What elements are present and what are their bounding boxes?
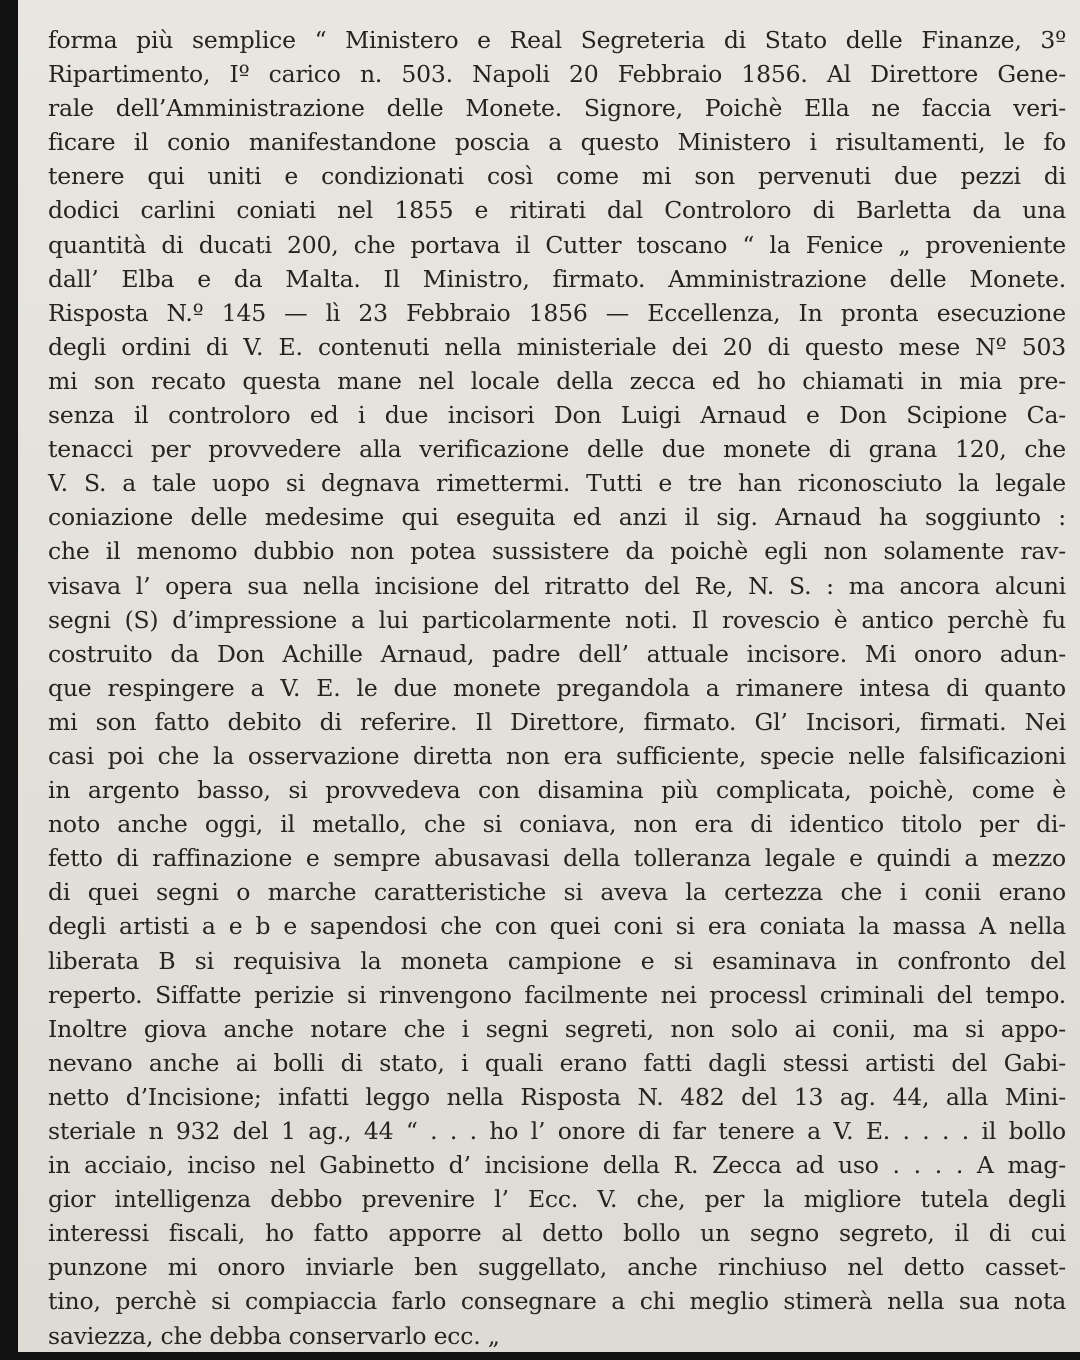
text-line: steriale n 932 del 1 ag., 44 “ . . . ho l’ onore di far tenere a V. E. . . . . il bollo (48, 1117, 1066, 1145)
text-line: forma più semplice “ Ministero e Real Segreteria di Stato delle Finanze, 3º (48, 26, 1066, 54)
text-line: mi son recato questa mane nel locale della zecca ed ho chiamati in mia pre- (48, 366, 1066, 395)
text-line: liberata B si requisiva la moneta campione e si esaminava in confronto del (48, 946, 1066, 975)
page-text (48, 23, 1066, 1352)
text-line: costruito da Don Achille Arnaud, padre dell’ attuale incisore. Mi onoro adun- (48, 639, 1066, 668)
text-line: tenacci per provvedere alla verificazione delle due monete di grana 120, che (48, 435, 1066, 464)
text-line: coniazione delle medesime qui eseguita ed anzi il sig. Arnaud ha soggiunto : (48, 503, 1066, 532)
text-line: rale dell’Amministrazione delle Monete. Signore, Poichè Ella ne faccia veri- (48, 94, 1066, 123)
text-line: quantità di ducati 200, che portava il Cutter toscano “ la Fenice „ proveniente (48, 230, 1066, 259)
text-line: fetto di raffinazione e sempre abusavasi della tolleranza legale e quindi a mezzo (48, 844, 1066, 873)
text-line: di quei segni o marche caratteristiche si aveva la certezza che i conii erano (48, 878, 1066, 907)
text-line: degli artisti a e b e sapendosi che con quei coni si era coniata la massa A nella (48, 912, 1066, 941)
text-line: tenere qui uniti e condizionati così come mi son pervenuti due pezzi di (48, 162, 1066, 191)
text-line: in acciaio, inciso nel Gabinetto d’ incisione della R. Zecca ad uso . . . . A mag- (48, 1151, 1066, 1180)
text-line: visava l’ opera sua nella incisione del ritratto del Re, N. S. : ma ancora alcuni (48, 571, 1066, 600)
text-line: nevano anche ai bolli di stato, i quali erano fatti dagli stessi artisti del Gabi- (48, 1048, 1066, 1077)
text-line: que respingere a V. E. le due monete pregandola a rimanere intesa di quanto (48, 673, 1066, 702)
text-line: mi son fatto debito di referire. Il Direttore, firmato. Gl’ Incisori, firmati. Nei (48, 707, 1066, 736)
text-line: punzone mi onoro inviarle ben suggellato, anche rinchiuso nel detto casset- (48, 1253, 1066, 1282)
text-line: degli ordini di V. E. contenuti nella ministeriale dei 20 di questo mese Nº 503 (48, 332, 1066, 361)
text-line: Inoltre giova anche notare che i segni segreti, non solo ai conii, ma si appo- (48, 1014, 1066, 1043)
text-line: senza il controloro ed i due incisori Don Luigi Arnaud e Don Scipione Ca- (48, 401, 1066, 430)
text-line: V. S. a tale uopo si degnava rimettermi. Tutti e tre han riconosciuto la legale (48, 469, 1066, 498)
text-line: Risposta N.º 145 — lì 23 Febbraio 1856 — Eccellenza, In pronta esecuzione (48, 298, 1066, 327)
text-line: che il menomo dubbio non potea sussistere da poichè egli non solamente rav- (48, 537, 1066, 566)
text-line: Ripartimento, Iº carico n. 503. Napoli 20 Febbraio 1856. Al Direttore Gene- (48, 60, 1066, 89)
page-bottom-edge (0, 1352, 1080, 1360)
text-line: netto d’Incisione; infatti leggo nella Risposta N. 482 del 13 ag. 44, alla Mini- (48, 1082, 1066, 1111)
text-line: segni (S) d’impressione a lui particolarmente noti. Il rovescio è antico perchè fu (48, 605, 1066, 634)
text-line: dall’ Elba e da Malta. Il Ministro, firmato. Amministrazione delle Monete. (48, 264, 1066, 293)
text-line: ficare il conio manifestandone poscia a questo Ministero i risultamenti, le fo (48, 128, 1066, 157)
text-line: gior intelligenza debbo prevenire l’ Ecc. V. che, per la migliore tutela degli (48, 1185, 1066, 1214)
text-line: in argento basso, si provvedeva con disamina più complicata, poichè, come è (48, 776, 1066, 805)
text-line: casi poi che la osservazione diretta non era sufficiente, specie nelle falsificazioni (48, 741, 1066, 770)
text-line: dodici carlini coniati nel 1855 e ritirati dal Controloro di Barletta da una (48, 196, 1066, 225)
text-line: noto anche oggi, il metallo, che si coniava, non era di identico titolo per di- (48, 810, 1066, 839)
book-page (18, 0, 1080, 1352)
text-line: saviezza, che debba conservarlo ecc. „ (48, 1321, 500, 1350)
text-line: interessi fiscali, ho fatto apporre al detto bollo un segno segreto, il di cui (48, 1219, 1066, 1248)
text-line: tino, perchè si compiaccia farlo consegnare a chi meglio stimerà nella sua nota (48, 1287, 1066, 1316)
text-line: reperto. Siffatte perizie si rinvengono facilmente nei processl criminali del tempo. (48, 980, 1066, 1009)
